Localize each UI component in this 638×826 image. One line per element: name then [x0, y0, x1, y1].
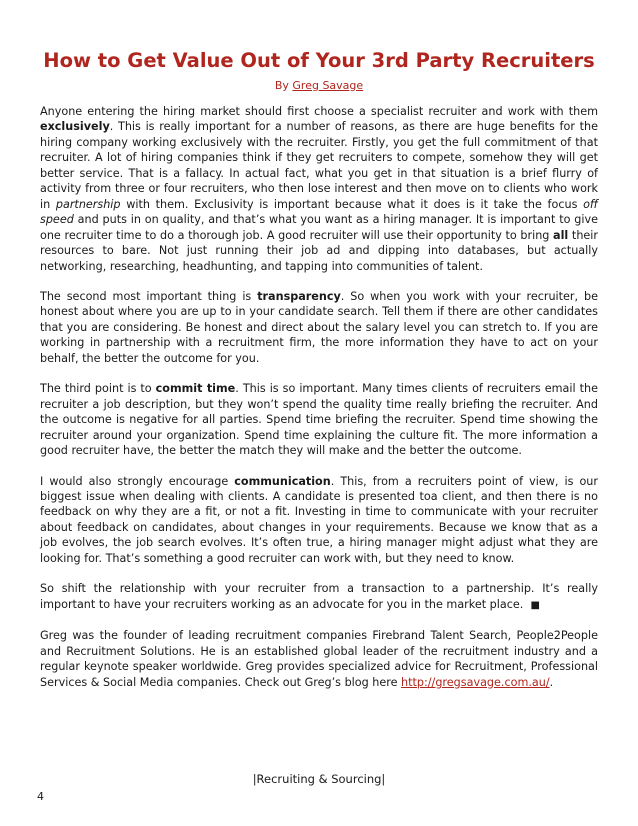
emphasis-transparency: transparency: [257, 289, 341, 303]
page-number: 4: [37, 790, 44, 803]
byline-prefix: By: [274, 79, 293, 92]
emphasis-commit-time: commit time: [155, 382, 236, 396]
emphasis-all: all: [553, 228, 569, 242]
paragraph-communication: I would also strongly encourage communication. This, from a recruiters point of view, is our biggest issue when dealing with clients. A candidate is presented toa client, and then there is no feedback on why they are a fit, or not a fit. Investing in time to communicate with your recruiter about feedback on candidates, about changes in your requirements. Because we know that as a job evolves, the job search evolves. It’s often true, a hiring manager might adjust what they are looking for. That’s something a good recruiter can work with, but they need to know.: [40, 474, 598, 565]
footer-publication: |Recruiting & Sourcing|: [252, 772, 386, 786]
article-body: [40, 104, 598, 705]
emphasis-exclusively: exclusively: [40, 120, 110, 134]
article-title: How to Get Value Out of Your 3rd Party Recruiters: [43, 49, 595, 72]
author-link[interactable]: Greg Savage: [292, 79, 364, 92]
paragraph-author-bio: Greg was the founder of leading recruitment companies Firebrand Talent Search, People2People and Recruitment Solutions. He is an established global leader of the recruitment industry and a regular keynote speaker worldwide. Greg provides specialized advice for Recruitment, Professional Services & Social Media companies. Check out Greg’s blog here http://gregsavage.com.au/.: [40, 629, 598, 689]
paragraph-exclusivity: Anyone entering the hiring market should first choose a specialist recruiter and work with them exclusively. This is really important for a number of reasons, as there are huge benefits for the hiring company working exclusively with the recruiter. Firstly, you get the full commitment of that recruiter. A lot of hiring companies think if they get recruiters to compete, somehow they will get better service. That is a fallacy. In actual fact, what you get in that situation is a brief flurry of activity from three or four recruiters, who then lose interest and then move on to clients who work in partnership with them. Exclusivity is important because what it does is it take the focus off speed and puts in on quality, and that’s what you want as a hiring manager. It is important to give one recruiter time to do a thorough job. A good recruiter will use their opportunity to bring all their resources to bare. Not just running their job ad and dipping into databases, but actually networking, researching, headhunting, and tapping into communities of talent.: [40, 105, 599, 273]
byline: [0, 79, 638, 92]
blog-link[interactable]: http://gregsavage.com.au/: [401, 675, 550, 689]
paragraph-transparency: The second most important thing is transparency. So when you work with your recruiter, be honest about where you are up to in your candidate search. Tell them if there are other candidates that you are considering. Be honest and direct about the salary level you can stretch to. If you are working in partnership with a recruitment firm, the more information they have to act on your behalf, the better the outcome for you.: [40, 289, 598, 365]
emphasis-off-speed: off speed: [40, 197, 598, 227]
emphasis-partnership: partnership: [55, 197, 121, 211]
emphasis-communication: communication: [234, 474, 331, 488]
paragraph-partnership: So shift the relationship with your recruiter from a transaction to a partnership. It’s really important to have your recruiters working as an advocate for you in the market place. ■: [40, 582, 598, 611]
paragraph-commit-time: The third point is to commit time. This is so important. Many times clients of recruiters email the recruiter a job description, but they won’t spend the quality time really briefing the recruiter. And the outcome is negative for all parties. Spend time briefing the recruiter. Spend time showing the recruiter around your organization. Spend time explaining the culture fit. The more information a good recruiter have, the better the match they will make and the better the outcome.: [40, 382, 598, 458]
end-mark-icon: ■: [530, 599, 540, 611]
